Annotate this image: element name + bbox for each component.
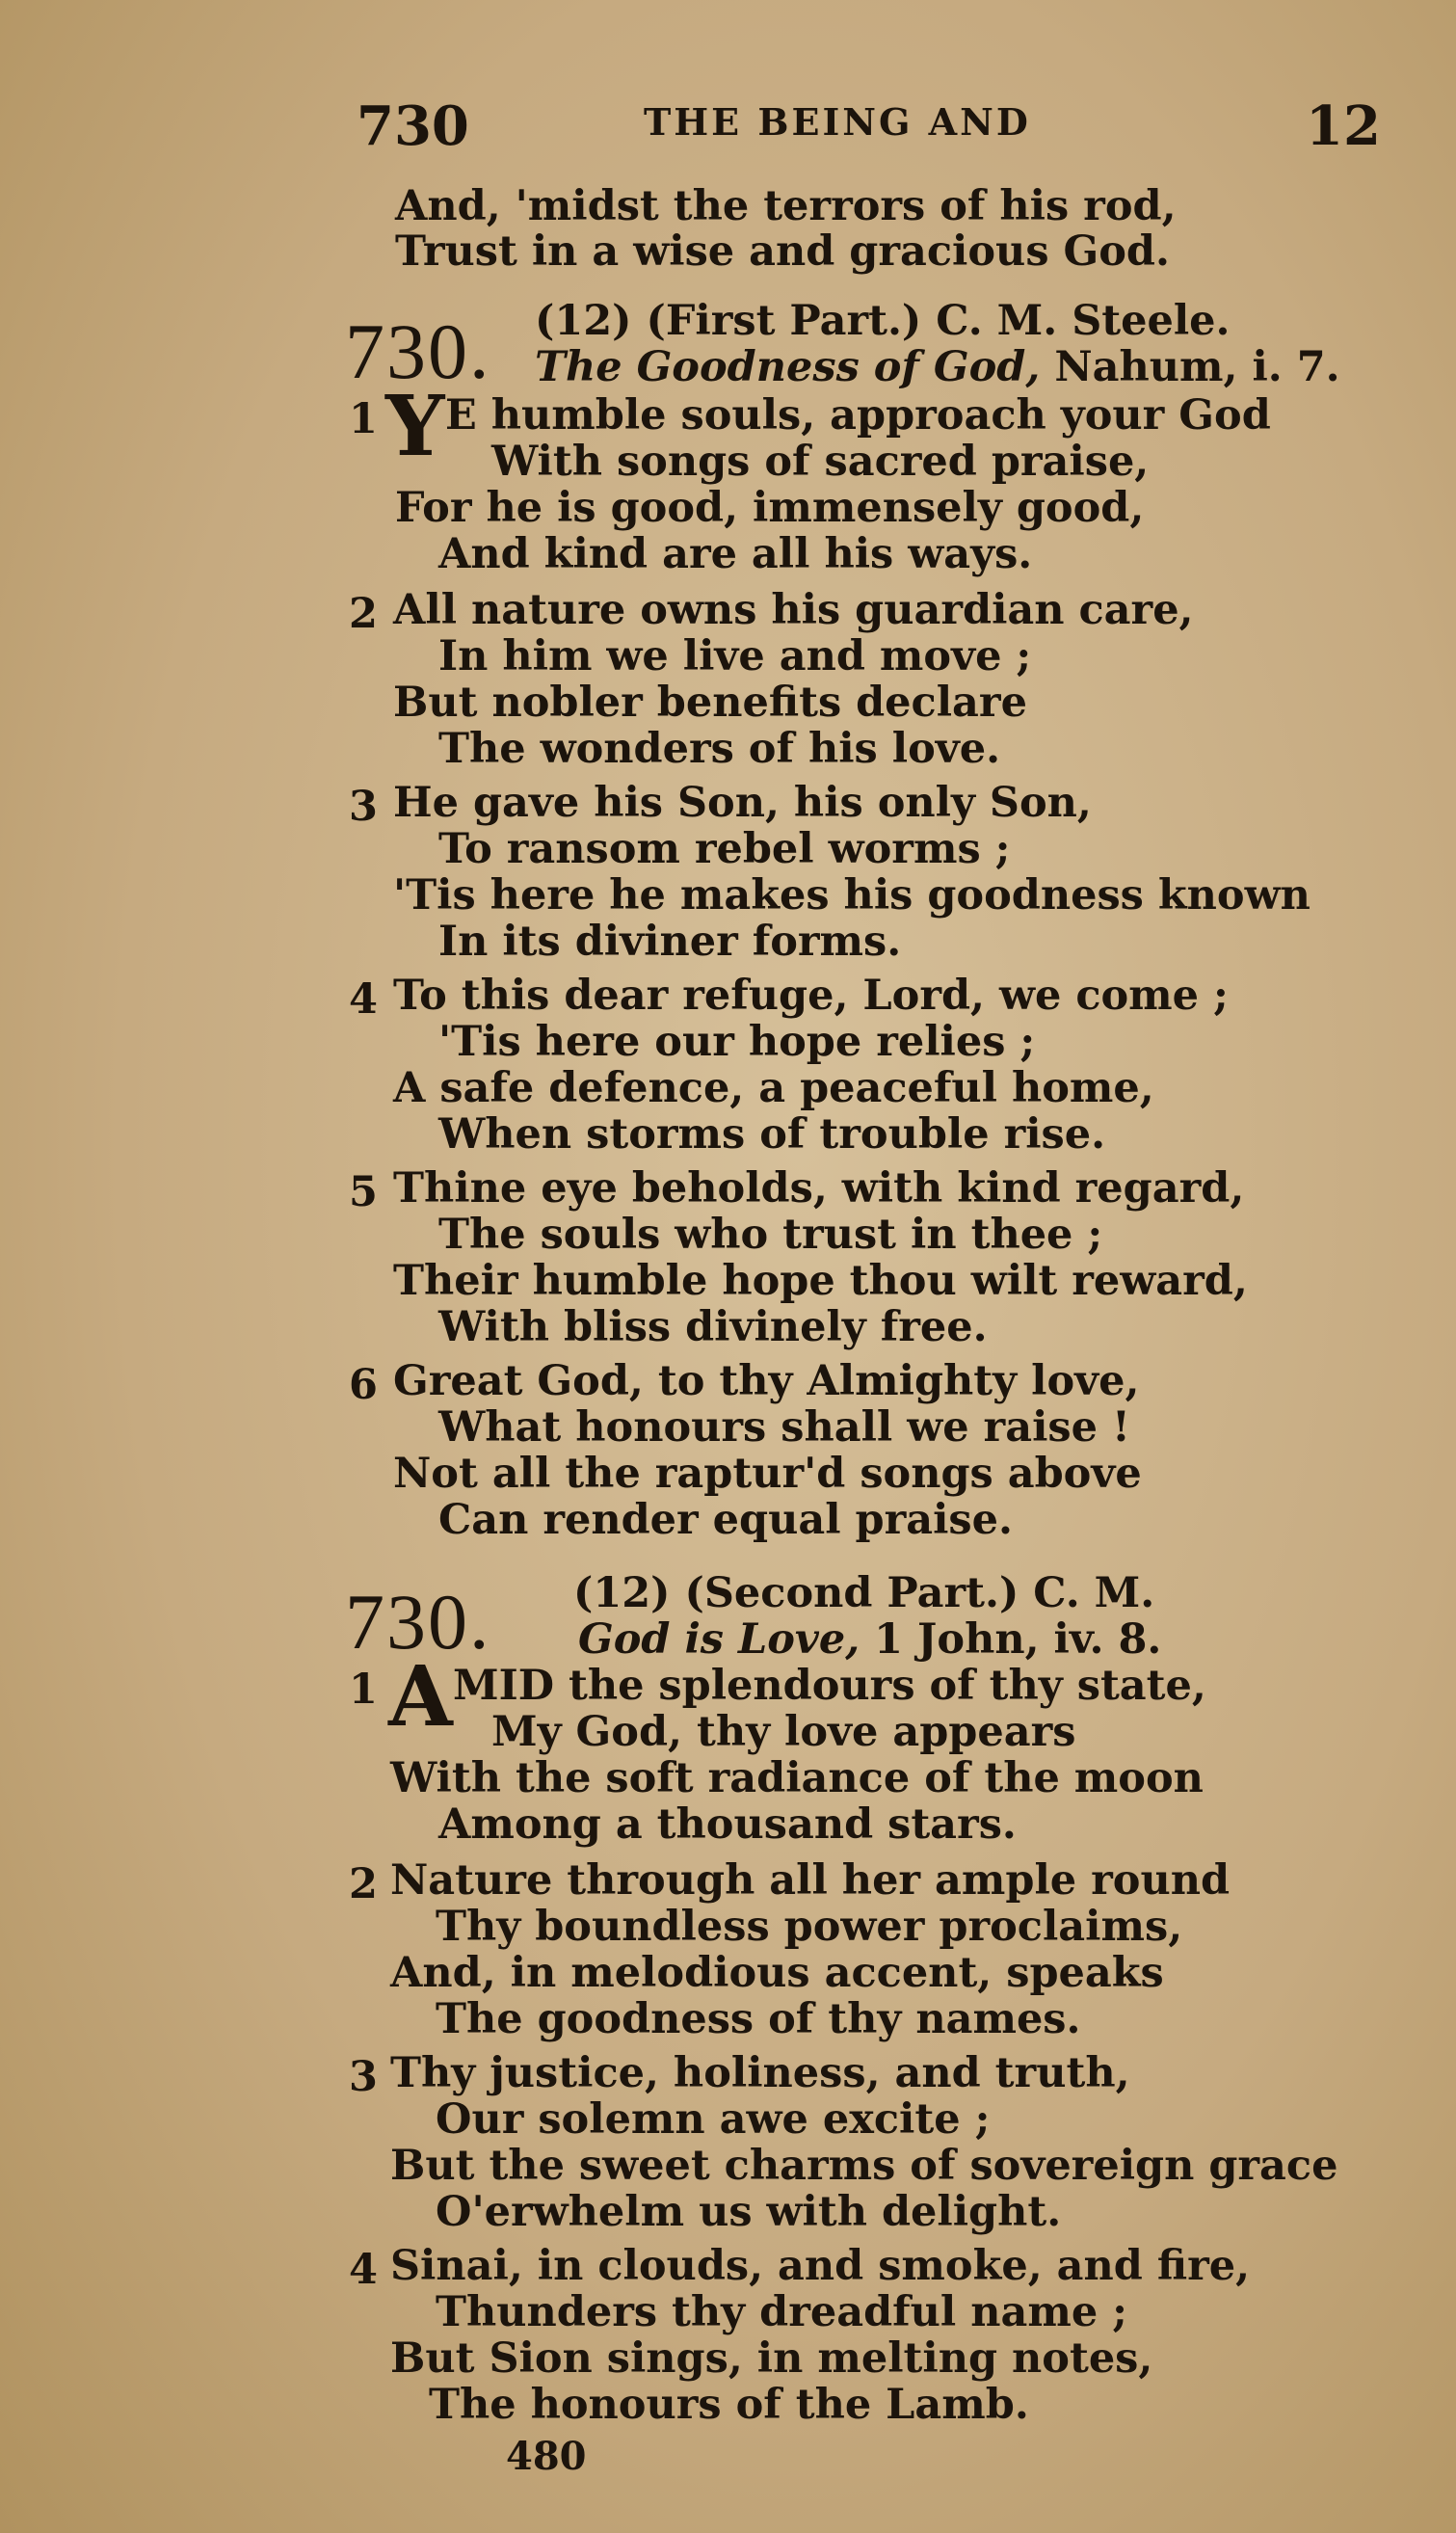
hymn1-number: 730. (345, 307, 491, 395)
verse-number: 3 (349, 2053, 378, 2101)
hymn2-subtitle-ref: 1 John, iv. 8. (874, 1615, 1162, 1664)
hymn2-subtitle (578, 1615, 1162, 1664)
header-hymn-number: 730 (357, 94, 469, 158)
verse-line: The wonders of his love. (438, 725, 1001, 773)
verse-line: With bliss divinely free. (438, 1303, 988, 1351)
hymn1-meta: (12) (First Part.) C. M. Steele. (535, 297, 1231, 345)
verse-line: MID the splendours of thy state, (453, 1662, 1206, 1710)
verse-line: Their humble hope thou wilt reward, (393, 1257, 1248, 1305)
verse-line: For he is good, immensely good, (395, 484, 1145, 532)
carry-over-line: Trust in a wise and gracious God. (395, 227, 1170, 276)
verse-number: 4 (349, 975, 378, 1024)
verse-line: Among a thousand stars. (438, 1800, 1017, 1849)
verse-number: 4 (349, 2246, 378, 2294)
verse-number: 6 (349, 1361, 378, 1409)
page-number: 480 (506, 2434, 587, 2479)
hymn2-subtitle-title: God is Love, (578, 1615, 860, 1664)
drop-cap: Y (385, 378, 445, 475)
verse-line: 'Tis here our hope relies ; (438, 1018, 1036, 1066)
verse-line: With the soft radiance of the moon (390, 1754, 1204, 1802)
verse-line: But Sion sings, in melting notes, (390, 2334, 1153, 2383)
verse-line: Not all the raptur'd songs above (393, 1450, 1142, 1498)
hymn1-subtitle (535, 343, 1340, 391)
hymn2-meta: (12) (Second Part.) C. M. (573, 1569, 1155, 1617)
verse-line: Sinai, in clouds, and smoke, and fire, (390, 2242, 1251, 2290)
hymn2-number: 730. (345, 1578, 491, 1666)
verse-line: My God, thy love appears (491, 1708, 1076, 1756)
verse-number: 1 (349, 395, 378, 443)
verse-line: Our solemn awe excite ; (436, 2095, 991, 2144)
verse-line: The souls who trust in thee ; (438, 1211, 1103, 1259)
verse-line: In him we live and move ; (438, 632, 1032, 680)
verse-line: 'Tis here he makes his goodness known (393, 871, 1310, 920)
verse-number: 5 (349, 1168, 378, 1216)
verse-line: Thunders thy dreadful name ; (436, 2288, 1128, 2336)
verse-line: E humble souls, approach your God (445, 391, 1271, 440)
hymn1-subtitle-title: The Goodness of God, (535, 343, 1041, 391)
verse-line: Thy justice, holiness, and truth, (390, 2049, 1130, 2097)
verse-line: But the sweet charms of sovereign grace (390, 2142, 1338, 2190)
verse-line: Great God, to thy Almighty love, (393, 1357, 1140, 1405)
verse-line: All nature owns his guardian care, (393, 586, 1194, 634)
carry-over-line: And, 'midst the terrors of his rod, (395, 182, 1177, 230)
verse-line: A safe defence, a peaceful home, (393, 1064, 1154, 1112)
verse-line: The honours of the Lamb. (429, 2381, 1029, 2429)
verse-line: To this dear refuge, Lord, we come ; (393, 972, 1229, 1020)
verse-line: With songs of sacred praise, (491, 438, 1150, 486)
verse-line: And, in melodious accent, speaks (390, 1949, 1164, 1997)
verse-line: To ransom rebel worms ; (438, 825, 1011, 873)
verse-line: Thy boundless power proclaims, (436, 1903, 1183, 1951)
hymn1-subtitle-ref: Nahum, i. 7. (1054, 343, 1340, 391)
verse-number: 2 (349, 1860, 378, 1908)
verse-line: O'erwhelm us with delight. (436, 2188, 1062, 2236)
verse-line: The goodness of thy names. (436, 1995, 1081, 2043)
verse-number: 2 (349, 590, 378, 638)
verse-line: In its diviner forms. (438, 918, 902, 966)
verse-line: He gave his Son, his only Son, (393, 779, 1092, 827)
drop-cap: A (388, 1648, 453, 1746)
verse-line: Thine eye beholds, with kind regard, (393, 1164, 1245, 1213)
verse-line: When storms of trouble rise. (438, 1110, 1106, 1159)
verse-line: But nobler benefits declare (393, 679, 1027, 727)
verse-line: And kind are all his ways. (438, 530, 1033, 578)
verse-line: Can render equal praise. (438, 1496, 1013, 1544)
verse-number: 1 (349, 1666, 378, 1714)
verse-line: Nature through all her ample round (390, 1856, 1231, 1905)
verse-line: What honours shall we raise ! (438, 1403, 1130, 1452)
header-title: THE BEING AND (644, 100, 1031, 144)
header-meter-number: 12 (1306, 94, 1381, 158)
verse-number: 3 (349, 783, 378, 831)
